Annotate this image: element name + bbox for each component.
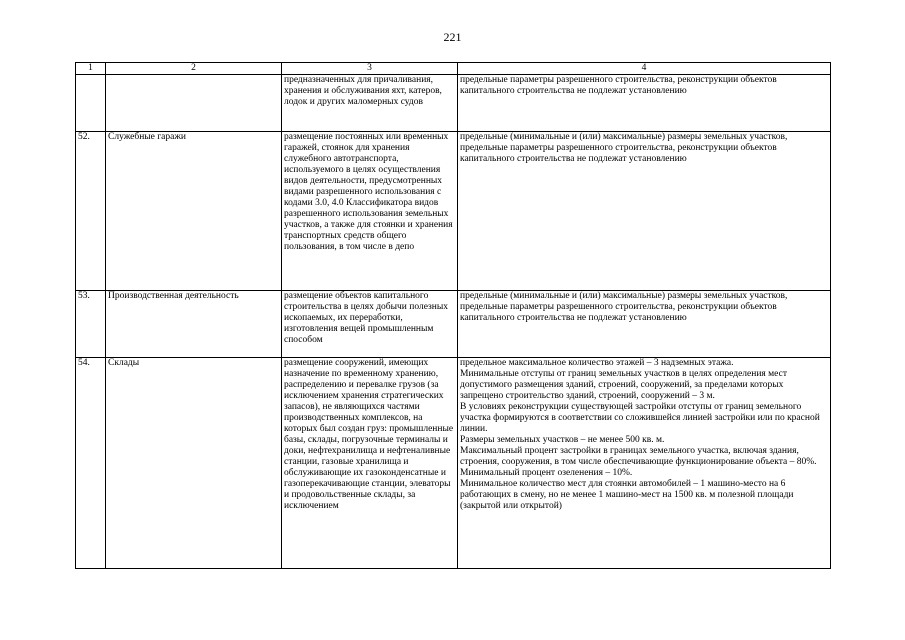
use-description-cell: размещение объектов капитального строительства в целях добычи полезных ископаемых, их переработки, изготовления вещей промышленным способом: [282, 291, 458, 358]
use-name-cell: Служебные гаражи: [106, 132, 282, 291]
parameter-line: Размеры земельных участков – не менее 500 кв. м.: [460, 435, 665, 445]
row-number-cell: [76, 75, 106, 132]
parameters-cell: предельные (минимальные и (или) максимальные) размеры земельных участков, предельные параметры разрешенного строительства, реконструкции объектов капитального строительства не подлежат установлению: [458, 291, 831, 358]
table-row-53: [76, 291, 831, 358]
page-number: 221: [443, 30, 462, 44]
column-header-3: 3: [282, 63, 458, 75]
row-number-cell: 54.: [76, 358, 106, 569]
use-name-cell: [106, 75, 282, 132]
column-header-1: 1: [76, 63, 106, 75]
column-header-2: 2: [106, 63, 282, 75]
row-number-cell: 52.: [76, 132, 106, 291]
parameter-line: Минимальные отступы от границ земельных участков в целях определения мест допустимого размещения зданий, строений, сооружений, за пределами которых запрещено строительство зданий, строений, сооружений – 3 м.: [460, 369, 787, 401]
use-name-cell: Склады: [106, 358, 282, 569]
use-description-cell: размещение постоянных или временных гаражей, стоянок для хранения служебного автотранспорта, используемого в целях осуществления видов деятельности, предусмотренных видами разрешенного использования с кодами 3.0, 4.0 Классификатора видов разрешенного использования земельных участков, а также для стоянки и хранения транспортных средств общего пользования, в том числе в депо: [282, 132, 458, 291]
parameters-cell: [458, 358, 831, 569]
parameter-line: Минимальное количество мест для стоянки автомобилей – 1 машино-место на 6 работающих в смену, но не менее 1 машино-мест на 1500 кв. м полезной площади (закрытой или открытой): [460, 479, 794, 511]
use-name-cell: Производственная деятельность: [106, 291, 282, 358]
row-number-cell: 53.: [76, 291, 106, 358]
table-row-54: [76, 358, 831, 569]
use-description-cell: размещение сооружений, имеющих назначение по временному хранению, распределению и перевалке грузов (за исключением хранения стратегических запасов), не являющихся частями производственных комплексов, на которых был создан груз: промышленные базы, склады, погрузочные терминалы и доки, нефтехранилища и нефтеналивные станции, газовые хранилища и обслуживающие их газоконденсатные и газоперекачивающие станции, элеваторы и продовольственные склады, за исключением: [282, 358, 458, 569]
regulations-table: [75, 62, 831, 569]
table-row-52: [76, 132, 831, 291]
parameters-cell: предельные параметры разрешенного строительства, реконструкции объектов капитального строительства не подлежат установлению: [458, 75, 831, 132]
parameter-line: предельное максимальное количество этажей – 3 надземных этажа.: [460, 358, 734, 368]
parameters-cell: предельные (минимальные и (или) максимальные) размеры земельных участков, предельные параметры разрешенного строительства, реконструкции объектов капитального строительства не подлежат установлению: [458, 132, 831, 291]
parameter-line: В условиях реконструкции существующей застройки отступы от границ земельного участка формируются в соответствии со сложившейся линией застройки или по красной линии.: [460, 402, 820, 434]
parameter-line: Минимальный процент озеленения – 10%.: [460, 468, 633, 478]
table-header-row: [76, 63, 831, 75]
column-header-4: 4: [458, 63, 831, 75]
use-description-cell: предназначенных для причаливания, хранения и обслуживания яхт, катеров, лодок и других маломерных судов: [282, 75, 458, 132]
parameter-line: Максимальный процент застройки в границах земельного участка, включая здания, строения, сооружения, в том числе обеспечивающие функционирование объекта – 80%.: [460, 446, 817, 467]
table-row-continuation: [76, 75, 831, 132]
